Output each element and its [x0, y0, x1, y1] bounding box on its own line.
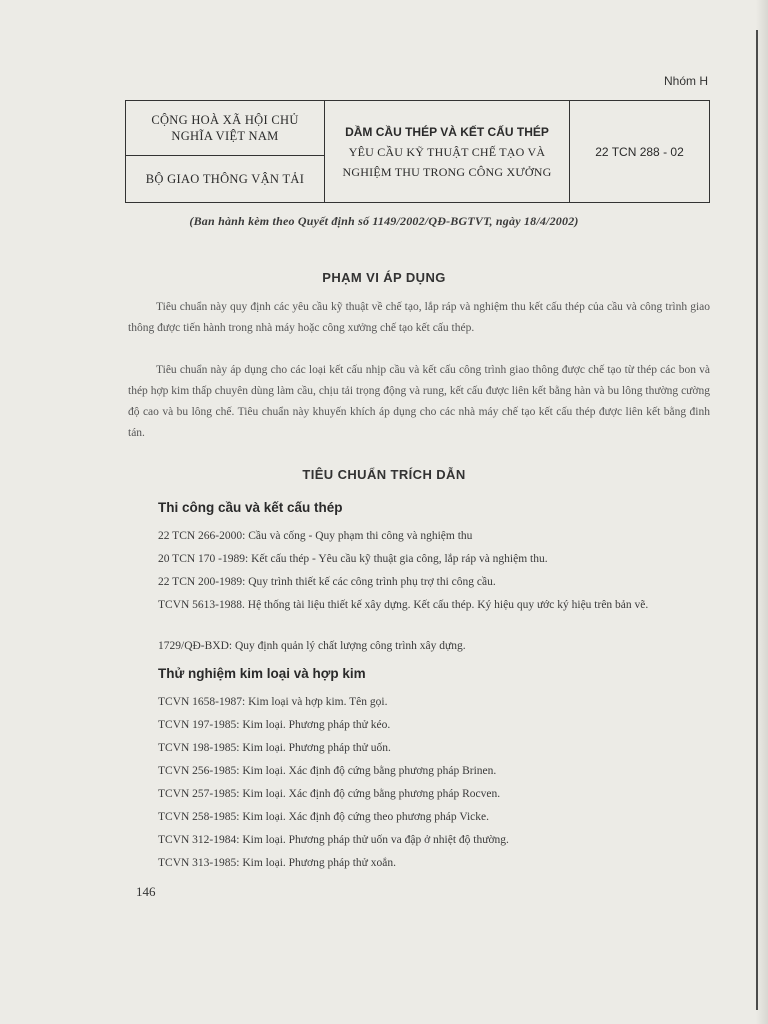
- header-standard-code: 22 TCN 288 - 02: [570, 101, 710, 203]
- scope-paragraph-2: Tiêu chuẩn này áp dụng cho các loại kết cấu nhịp cầu và kết cấu công trình giao thông được chế tạo từ thép các bon và thép hợp kim thấp chuyên dùng làm cầu, chịu tải trọng động và rung, kết cấu được liên kết bằng hàn và bu lông thường cường độ cao và bu lông chế. Tiêu chuẩn này khuyến khích áp dụng cho các nhà máy chế tạo kết cấu thép được liên kết bằng đinh tán.: [128, 364, 710, 439]
- reference-item: TCVN 5613-1988. Hệ thống tài liệu thiết kế xây dựng. Kết cấu thép. Ký hiệu quy ước ký hiệu trên bản vẽ.: [158, 599, 649, 611]
- header-org: CỘNG HOÀ XÃ HỘI CHỦ NGHĨA VIỆT NAM: [126, 101, 325, 156]
- page-number: 146: [136, 884, 156, 899]
- references-heading: TIÊU CHUẨN TRÍCH DẪN: [302, 467, 466, 482]
- reference-item: TCVN 256-1985: Kim loại. Xác định độ cứng bằng phương pháp Brinen.: [158, 765, 497, 777]
- reference-item: TCVN 257-1985: Kim loại. Xác định độ cứng bằng phương pháp Rocven.: [158, 788, 501, 800]
- reference-item: TCVN 1658-1987: Kim loại và hợp kim. Tên gọi.: [158, 696, 388, 708]
- construction-subheading: Thi công cầu và kết cấu thép: [158, 500, 343, 515]
- metals-subheading: Thử nghiệm kim loại và hợp kim: [158, 666, 366, 681]
- reference-item: TCVN 312-1984: Kim loại. Phương pháp thử uốn va đập ở nhiệt độ thường.: [158, 834, 509, 846]
- scope-heading: PHẠM VI ÁP DỤNG: [322, 270, 446, 285]
- reference-item: 1729/QĐ-BXD: Quy định quản lý chất lượng công trình xây dựng.: [158, 640, 466, 652]
- reference-item: TCVN 197-1985: Kim loại. Phương pháp thử kéo.: [158, 719, 391, 731]
- header-title-main: DẦM CẦU THÉP VÀ KẾT CẤU THÉP: [345, 124, 549, 139]
- decree-note: (Ban hành kèm theo Quyết định số 1149/2002/QĐ-BGTVT, ngày 18/4/2002): [189, 214, 579, 228]
- reference-item: 20 TCN 170 -1989: Kết cấu thép - Yêu cầu kỹ thuật gia công, lắp ráp và nghiệm thu.: [158, 553, 548, 565]
- reference-item: 22 TCN 200-1989: Quy trình thiết kế các công trình phụ trợ thi công cầu.: [158, 576, 496, 588]
- page-edge-line: [756, 30, 758, 1010]
- document-header-table: [125, 100, 710, 203]
- group-label: Nhóm H: [663, 74, 708, 88]
- reference-item: TCVN 198-1985: Kim loại. Phương pháp thử uốn.: [158, 742, 391, 754]
- reference-item: 22 TCN 266-2000: Cầu và cống - Quy phạm thi công và nghiệm thu: [158, 530, 473, 542]
- reference-item: TCVN 313-1985: Kim loại. Phương pháp thử xoắn.: [158, 857, 396, 869]
- reference-item: TCVN 258-1985: Kim loại. Xác định độ cứng theo phương pháp Vicke.: [158, 811, 489, 823]
- header-title-sub: YÊU CẦU KỸ THUẬT CHẾ TẠO VÀ NGHIỆM THU TRONG CÔNG XƯỞNG: [342, 144, 552, 179]
- scope-paragraph-1: Tiêu chuẩn này quy định các yêu cầu kỹ thuật về chế tạo, lắp ráp và nghiệm thu kết cấu thép của cầu và công trình giao thông được tiến hành trong nhà máy hoặc công xưởng chế tạo kết cấu thép.: [128, 301, 710, 334]
- header-ministry: BỘ GIAO THÔNG VẬN TẢI: [126, 156, 325, 203]
- header-title-cell: [325, 101, 570, 203]
